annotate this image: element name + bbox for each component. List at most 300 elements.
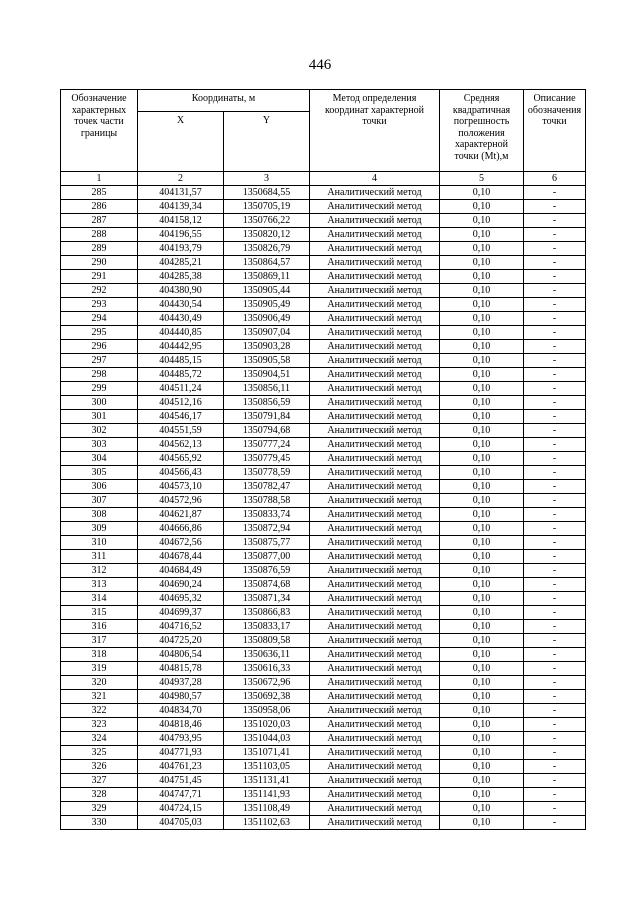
cell-coord-x: 404546,17 (138, 410, 224, 424)
table-row (61, 648, 586, 662)
cell-error: 0,10 (440, 466, 524, 480)
cell-point-id: 309 (61, 522, 138, 536)
cell-coord-y: 1350833,17 (224, 620, 310, 634)
cell-method: Аналитический метод (310, 536, 440, 550)
cell-coord-y: 1351108,49 (224, 802, 310, 816)
table-row (61, 760, 586, 774)
cell-method: Аналитический метод (310, 648, 440, 662)
cell-error: 0,10 (440, 690, 524, 704)
cell-description: - (524, 550, 586, 564)
cell-point-id: 330 (61, 816, 138, 830)
cell-coord-x: 404937,28 (138, 676, 224, 690)
cell-error: 0,10 (440, 452, 524, 466)
cell-point-id: 299 (61, 382, 138, 396)
cell-point-id: 328 (61, 788, 138, 802)
cell-error: 0,10 (440, 438, 524, 452)
cell-error: 0,10 (440, 634, 524, 648)
cell-method: Аналитический метод (310, 606, 440, 620)
cell-description: - (524, 284, 586, 298)
cell-point-id: 288 (61, 228, 138, 242)
header-point-designation: Обозначение характерных точек части границы (61, 90, 138, 172)
table-row (61, 298, 586, 312)
cell-error: 0,10 (440, 676, 524, 690)
cell-description: - (524, 536, 586, 550)
cell-point-id: 313 (61, 578, 138, 592)
cell-method: Аналитический метод (310, 214, 440, 228)
table-row (61, 592, 586, 606)
cell-coord-y: 1350616,33 (224, 662, 310, 676)
cell-point-id: 303 (61, 438, 138, 452)
cell-method: Аналитический метод (310, 788, 440, 802)
cell-description: - (524, 522, 586, 536)
table-row (61, 578, 586, 592)
cell-method: Аналитический метод (310, 270, 440, 284)
coordinates-table (60, 89, 586, 830)
header-y: Y (224, 112, 310, 172)
cell-method: Аналитический метод (310, 298, 440, 312)
cell-method: Аналитический метод (310, 592, 440, 606)
cell-coord-y: 1350906,49 (224, 312, 310, 326)
cell-error: 0,10 (440, 256, 524, 270)
cell-coord-y: 1351102,63 (224, 816, 310, 830)
header-method: Метод определения координат характерной точки (310, 90, 440, 172)
cell-error: 0,10 (440, 228, 524, 242)
cell-coord-x: 404699,37 (138, 606, 224, 620)
cell-error: 0,10 (440, 648, 524, 662)
cell-method: Аналитический метод (310, 634, 440, 648)
cell-point-id: 327 (61, 774, 138, 788)
cell-coord-x: 404666,86 (138, 522, 224, 536)
cell-error: 0,10 (440, 788, 524, 802)
cell-error: 0,10 (440, 592, 524, 606)
cell-error: 0,10 (440, 760, 524, 774)
table-row (61, 312, 586, 326)
cell-coord-y: 1350692,38 (224, 690, 310, 704)
cell-error: 0,10 (440, 550, 524, 564)
cell-point-id: 326 (61, 760, 138, 774)
cell-description: - (524, 200, 586, 214)
cell-point-id: 290 (61, 256, 138, 270)
cell-method: Аналитический метод (310, 284, 440, 298)
cell-point-id: 323 (61, 718, 138, 732)
table-row (61, 228, 586, 242)
cell-coord-y: 1350788,58 (224, 494, 310, 508)
cell-coord-y: 1350905,58 (224, 354, 310, 368)
cell-coord-x: 404980,57 (138, 690, 224, 704)
cell-coord-x: 404747,71 (138, 788, 224, 802)
table-row (61, 662, 586, 676)
cell-point-id: 325 (61, 746, 138, 760)
cell-point-id: 295 (61, 326, 138, 340)
table-row (61, 214, 586, 228)
cell-description: - (524, 326, 586, 340)
cell-coord-x: 404440,85 (138, 326, 224, 340)
cell-coord-y: 1350826,79 (224, 242, 310, 256)
cell-coord-y: 1350794,68 (224, 424, 310, 438)
cell-coord-y: 1350871,34 (224, 592, 310, 606)
table-row (61, 550, 586, 564)
cell-point-id: 292 (61, 284, 138, 298)
table-row (61, 620, 586, 634)
cell-coord-y: 1351044,03 (224, 732, 310, 746)
cell-coord-y: 1351141,93 (224, 788, 310, 802)
cell-error: 0,10 (440, 704, 524, 718)
cell-method: Аналитический метод (310, 438, 440, 452)
cell-method: Аналитический метод (310, 704, 440, 718)
column-number: 4 (310, 172, 440, 186)
cell-description: - (524, 438, 586, 452)
cell-method: Аналитический метод (310, 522, 440, 536)
cell-description: - (524, 732, 586, 746)
cell-point-id: 286 (61, 200, 138, 214)
cell-method: Аналитический метод (310, 340, 440, 354)
cell-description: - (524, 634, 586, 648)
cell-error: 0,10 (440, 480, 524, 494)
cell-method: Аналитический метод (310, 662, 440, 676)
cell-method: Аналитический метод (310, 760, 440, 774)
cell-coord-x: 404716,52 (138, 620, 224, 634)
table-row (61, 466, 586, 480)
cell-error: 0,10 (440, 312, 524, 326)
cell-method: Аналитический метод (310, 466, 440, 480)
cell-coord-x: 404724,15 (138, 802, 224, 816)
cell-coord-x: 404485,72 (138, 368, 224, 382)
cell-coord-y: 1350684,55 (224, 186, 310, 200)
cell-description: - (524, 578, 586, 592)
cell-description: - (524, 312, 586, 326)
cell-point-id: 296 (61, 340, 138, 354)
table-row (61, 676, 586, 690)
cell-coord-x: 404551,59 (138, 424, 224, 438)
cell-point-id: 301 (61, 410, 138, 424)
table-row (61, 732, 586, 746)
cell-point-id: 321 (61, 690, 138, 704)
cell-description: - (524, 396, 586, 410)
table-row (61, 256, 586, 270)
cell-method: Аналитический метод (310, 452, 440, 466)
cell-coord-y: 1351071,41 (224, 746, 310, 760)
cell-error: 0,10 (440, 564, 524, 578)
table-row (61, 522, 586, 536)
cell-error: 0,10 (440, 242, 524, 256)
cell-coord-y: 1350866,83 (224, 606, 310, 620)
table-row (61, 242, 586, 256)
table-row (61, 718, 586, 732)
cell-point-id: 318 (61, 648, 138, 662)
table-row (61, 410, 586, 424)
cell-coord-x: 404725,20 (138, 634, 224, 648)
cell-error: 0,10 (440, 494, 524, 508)
cell-description: - (524, 648, 586, 662)
cell-description: - (524, 718, 586, 732)
cell-description: - (524, 508, 586, 522)
cell-coord-y: 1350869,11 (224, 270, 310, 284)
cell-method: Аналитический метод (310, 746, 440, 760)
cell-method: Аналитический метод (310, 410, 440, 424)
cell-coord-y: 1350905,44 (224, 284, 310, 298)
cell-coord-x: 404806,54 (138, 648, 224, 662)
column-number: 5 (440, 172, 524, 186)
cell-method: Аналитический метод (310, 326, 440, 340)
cell-coord-y: 1350672,96 (224, 676, 310, 690)
cell-method: Аналитический метод (310, 368, 440, 382)
cell-description: - (524, 368, 586, 382)
cell-coord-y: 1350778,59 (224, 466, 310, 480)
cell-coord-y: 1350833,74 (224, 508, 310, 522)
cell-method: Аналитический метод (310, 228, 440, 242)
cell-method: Аналитический метод (310, 578, 440, 592)
cell-description: - (524, 382, 586, 396)
cell-method: Аналитический метод (310, 508, 440, 522)
cell-coord-x: 404511,24 (138, 382, 224, 396)
cell-description: - (524, 746, 586, 760)
cell-description: - (524, 354, 586, 368)
header-coordinates: Координаты, м (138, 90, 310, 112)
cell-description: - (524, 564, 586, 578)
cell-description: - (524, 480, 586, 494)
cell-method: Аналитический метод (310, 620, 440, 634)
cell-coord-x: 404566,43 (138, 466, 224, 480)
cell-point-id: 289 (61, 242, 138, 256)
cell-coord-y: 1350777,24 (224, 438, 310, 452)
cell-description: - (524, 424, 586, 438)
cell-coord-y: 1350856,59 (224, 396, 310, 410)
cell-coord-y: 1351103,05 (224, 760, 310, 774)
cell-method: Аналитический метод (310, 774, 440, 788)
cell-description: - (524, 662, 586, 676)
cell-coord-x: 404621,87 (138, 508, 224, 522)
cell-point-id: 294 (61, 312, 138, 326)
cell-coord-x: 404761,23 (138, 760, 224, 774)
table-row (61, 396, 586, 410)
cell-method: Аналитический метод (310, 354, 440, 368)
cell-description: - (524, 606, 586, 620)
cell-error: 0,10 (440, 186, 524, 200)
table-row (61, 634, 586, 648)
cell-error: 0,10 (440, 606, 524, 620)
cell-error: 0,10 (440, 368, 524, 382)
cell-error: 0,10 (440, 410, 524, 424)
cell-coord-y: 1351020,03 (224, 718, 310, 732)
cell-coord-x: 404678,44 (138, 550, 224, 564)
table-row (61, 382, 586, 396)
cell-error: 0,10 (440, 522, 524, 536)
cell-error: 0,10 (440, 326, 524, 340)
cell-description: - (524, 466, 586, 480)
cell-coord-x: 404285,21 (138, 256, 224, 270)
table-row (61, 340, 586, 354)
cell-coord-y: 1350782,47 (224, 480, 310, 494)
cell-description: - (524, 816, 586, 830)
cell-point-id: 300 (61, 396, 138, 410)
column-number: 1 (61, 172, 138, 186)
cell-point-id: 304 (61, 452, 138, 466)
table-row (61, 536, 586, 550)
header-x: X (138, 112, 224, 172)
cell-point-id: 306 (61, 480, 138, 494)
cell-point-id: 293 (61, 298, 138, 312)
cell-coord-x: 404705,03 (138, 816, 224, 830)
cell-coord-x: 404485,15 (138, 354, 224, 368)
table-row (61, 186, 586, 200)
table-row (61, 368, 586, 382)
cell-description: - (524, 256, 586, 270)
cell-coord-x: 404815,78 (138, 662, 224, 676)
table-row (61, 438, 586, 452)
cell-description: - (524, 242, 586, 256)
table-row (61, 746, 586, 760)
cell-coord-x: 404158,12 (138, 214, 224, 228)
table-row (61, 284, 586, 298)
cell-coord-y: 1350958,06 (224, 704, 310, 718)
cell-method: Аналитический метод (310, 802, 440, 816)
cell-coord-y: 1350904,51 (224, 368, 310, 382)
cell-point-id: 322 (61, 704, 138, 718)
cell-error: 0,10 (440, 270, 524, 284)
cell-coord-y: 1350872,94 (224, 522, 310, 536)
cell-error: 0,10 (440, 536, 524, 550)
cell-description: - (524, 774, 586, 788)
cell-description: - (524, 788, 586, 802)
cell-description: - (524, 186, 586, 200)
cell-coord-y: 1351131,41 (224, 774, 310, 788)
table-row (61, 200, 586, 214)
cell-coord-x: 404193,79 (138, 242, 224, 256)
cell-description: - (524, 620, 586, 634)
cell-error: 0,10 (440, 732, 524, 746)
cell-description: - (524, 452, 586, 466)
table-row (61, 788, 586, 802)
page-number: 446 (308, 57, 332, 73)
cell-error: 0,10 (440, 284, 524, 298)
cell-coord-y: 1350874,68 (224, 578, 310, 592)
cell-point-id: 320 (61, 676, 138, 690)
cell-point-id: 315 (61, 606, 138, 620)
cell-coord-y: 1350809,58 (224, 634, 310, 648)
cell-point-id: 317 (61, 634, 138, 648)
cell-coord-y: 1350766,22 (224, 214, 310, 228)
cell-coord-y: 1350779,45 (224, 452, 310, 466)
cell-error: 0,10 (440, 200, 524, 214)
cell-coord-y: 1350876,59 (224, 564, 310, 578)
table-row (61, 564, 586, 578)
cell-coord-x: 404573,10 (138, 480, 224, 494)
cell-coord-y: 1350705,19 (224, 200, 310, 214)
cell-coord-x: 404751,45 (138, 774, 224, 788)
cell-method: Аналитический метод (310, 396, 440, 410)
table-row (61, 690, 586, 704)
cell-method: Аналитический метод (310, 312, 440, 326)
column-number: 3 (224, 172, 310, 186)
cell-error: 0,10 (440, 298, 524, 312)
cell-method: Аналитический метод (310, 718, 440, 732)
cell-coord-y: 1350905,49 (224, 298, 310, 312)
cell-method: Аналитический метод (310, 256, 440, 270)
table-row (61, 480, 586, 494)
cell-coord-x: 404380,90 (138, 284, 224, 298)
cell-method: Аналитический метод (310, 676, 440, 690)
cell-point-id: 287 (61, 214, 138, 228)
cell-point-id: 312 (61, 564, 138, 578)
cell-description: - (524, 214, 586, 228)
table-row (61, 452, 586, 466)
cell-coord-y: 1350636,11 (224, 648, 310, 662)
cell-point-id: 302 (61, 424, 138, 438)
cell-coord-x: 404285,38 (138, 270, 224, 284)
cell-point-id: 316 (61, 620, 138, 634)
table-row (61, 508, 586, 522)
cell-coord-x: 404430,54 (138, 298, 224, 312)
cell-coord-x: 404565,92 (138, 452, 224, 466)
cell-method: Аналитический метод (310, 494, 440, 508)
cell-coord-x: 404771,93 (138, 746, 224, 760)
cell-method: Аналитический метод (310, 200, 440, 214)
cell-error: 0,10 (440, 424, 524, 438)
table-row (61, 494, 586, 508)
cell-description: - (524, 676, 586, 690)
cell-method: Аналитический метод (310, 816, 440, 830)
cell-method: Аналитический метод (310, 382, 440, 396)
cell-point-id: 298 (61, 368, 138, 382)
cell-description: - (524, 298, 586, 312)
cell-error: 0,10 (440, 802, 524, 816)
table-body (61, 186, 586, 830)
cell-point-id: 308 (61, 508, 138, 522)
cell-error: 0,10 (440, 578, 524, 592)
cell-error: 0,10 (440, 718, 524, 732)
cell-coord-x: 404572,96 (138, 494, 224, 508)
cell-error: 0,10 (440, 508, 524, 522)
cell-description: - (524, 228, 586, 242)
cell-error: 0,10 (440, 620, 524, 634)
cell-description: - (524, 270, 586, 284)
cell-coord-y: 1350791,84 (224, 410, 310, 424)
cell-error: 0,10 (440, 816, 524, 830)
cell-point-id: 311 (61, 550, 138, 564)
cell-description: - (524, 410, 586, 424)
cell-coord-x: 404695,32 (138, 592, 224, 606)
column-number: 6 (524, 172, 586, 186)
cell-method: Аналитический метод (310, 690, 440, 704)
cell-error: 0,10 (440, 340, 524, 354)
cell-method: Аналитический метод (310, 186, 440, 200)
cell-coord-y: 1350877,00 (224, 550, 310, 564)
cell-error: 0,10 (440, 774, 524, 788)
cell-method: Аналитический метод (310, 424, 440, 438)
cell-coord-x: 404690,24 (138, 578, 224, 592)
cell-point-id: 314 (61, 592, 138, 606)
cell-coord-x: 404562,13 (138, 438, 224, 452)
cell-error: 0,10 (440, 214, 524, 228)
cell-description: - (524, 340, 586, 354)
table-row (61, 704, 586, 718)
cell-method: Аналитический метод (310, 564, 440, 578)
cell-coord-x: 404430,49 (138, 312, 224, 326)
cell-point-id: 329 (61, 802, 138, 816)
table-row (61, 354, 586, 368)
cell-description: - (524, 690, 586, 704)
cell-point-id: 305 (61, 466, 138, 480)
cell-coord-y: 1350856,11 (224, 382, 310, 396)
cell-error: 0,10 (440, 354, 524, 368)
table-row (61, 606, 586, 620)
cell-error: 0,10 (440, 382, 524, 396)
cell-coord-x: 404131,57 (138, 186, 224, 200)
cell-description: - (524, 760, 586, 774)
cell-coord-x: 404672,56 (138, 536, 224, 550)
cell-description: - (524, 592, 586, 606)
column-number: 2 (138, 172, 224, 186)
